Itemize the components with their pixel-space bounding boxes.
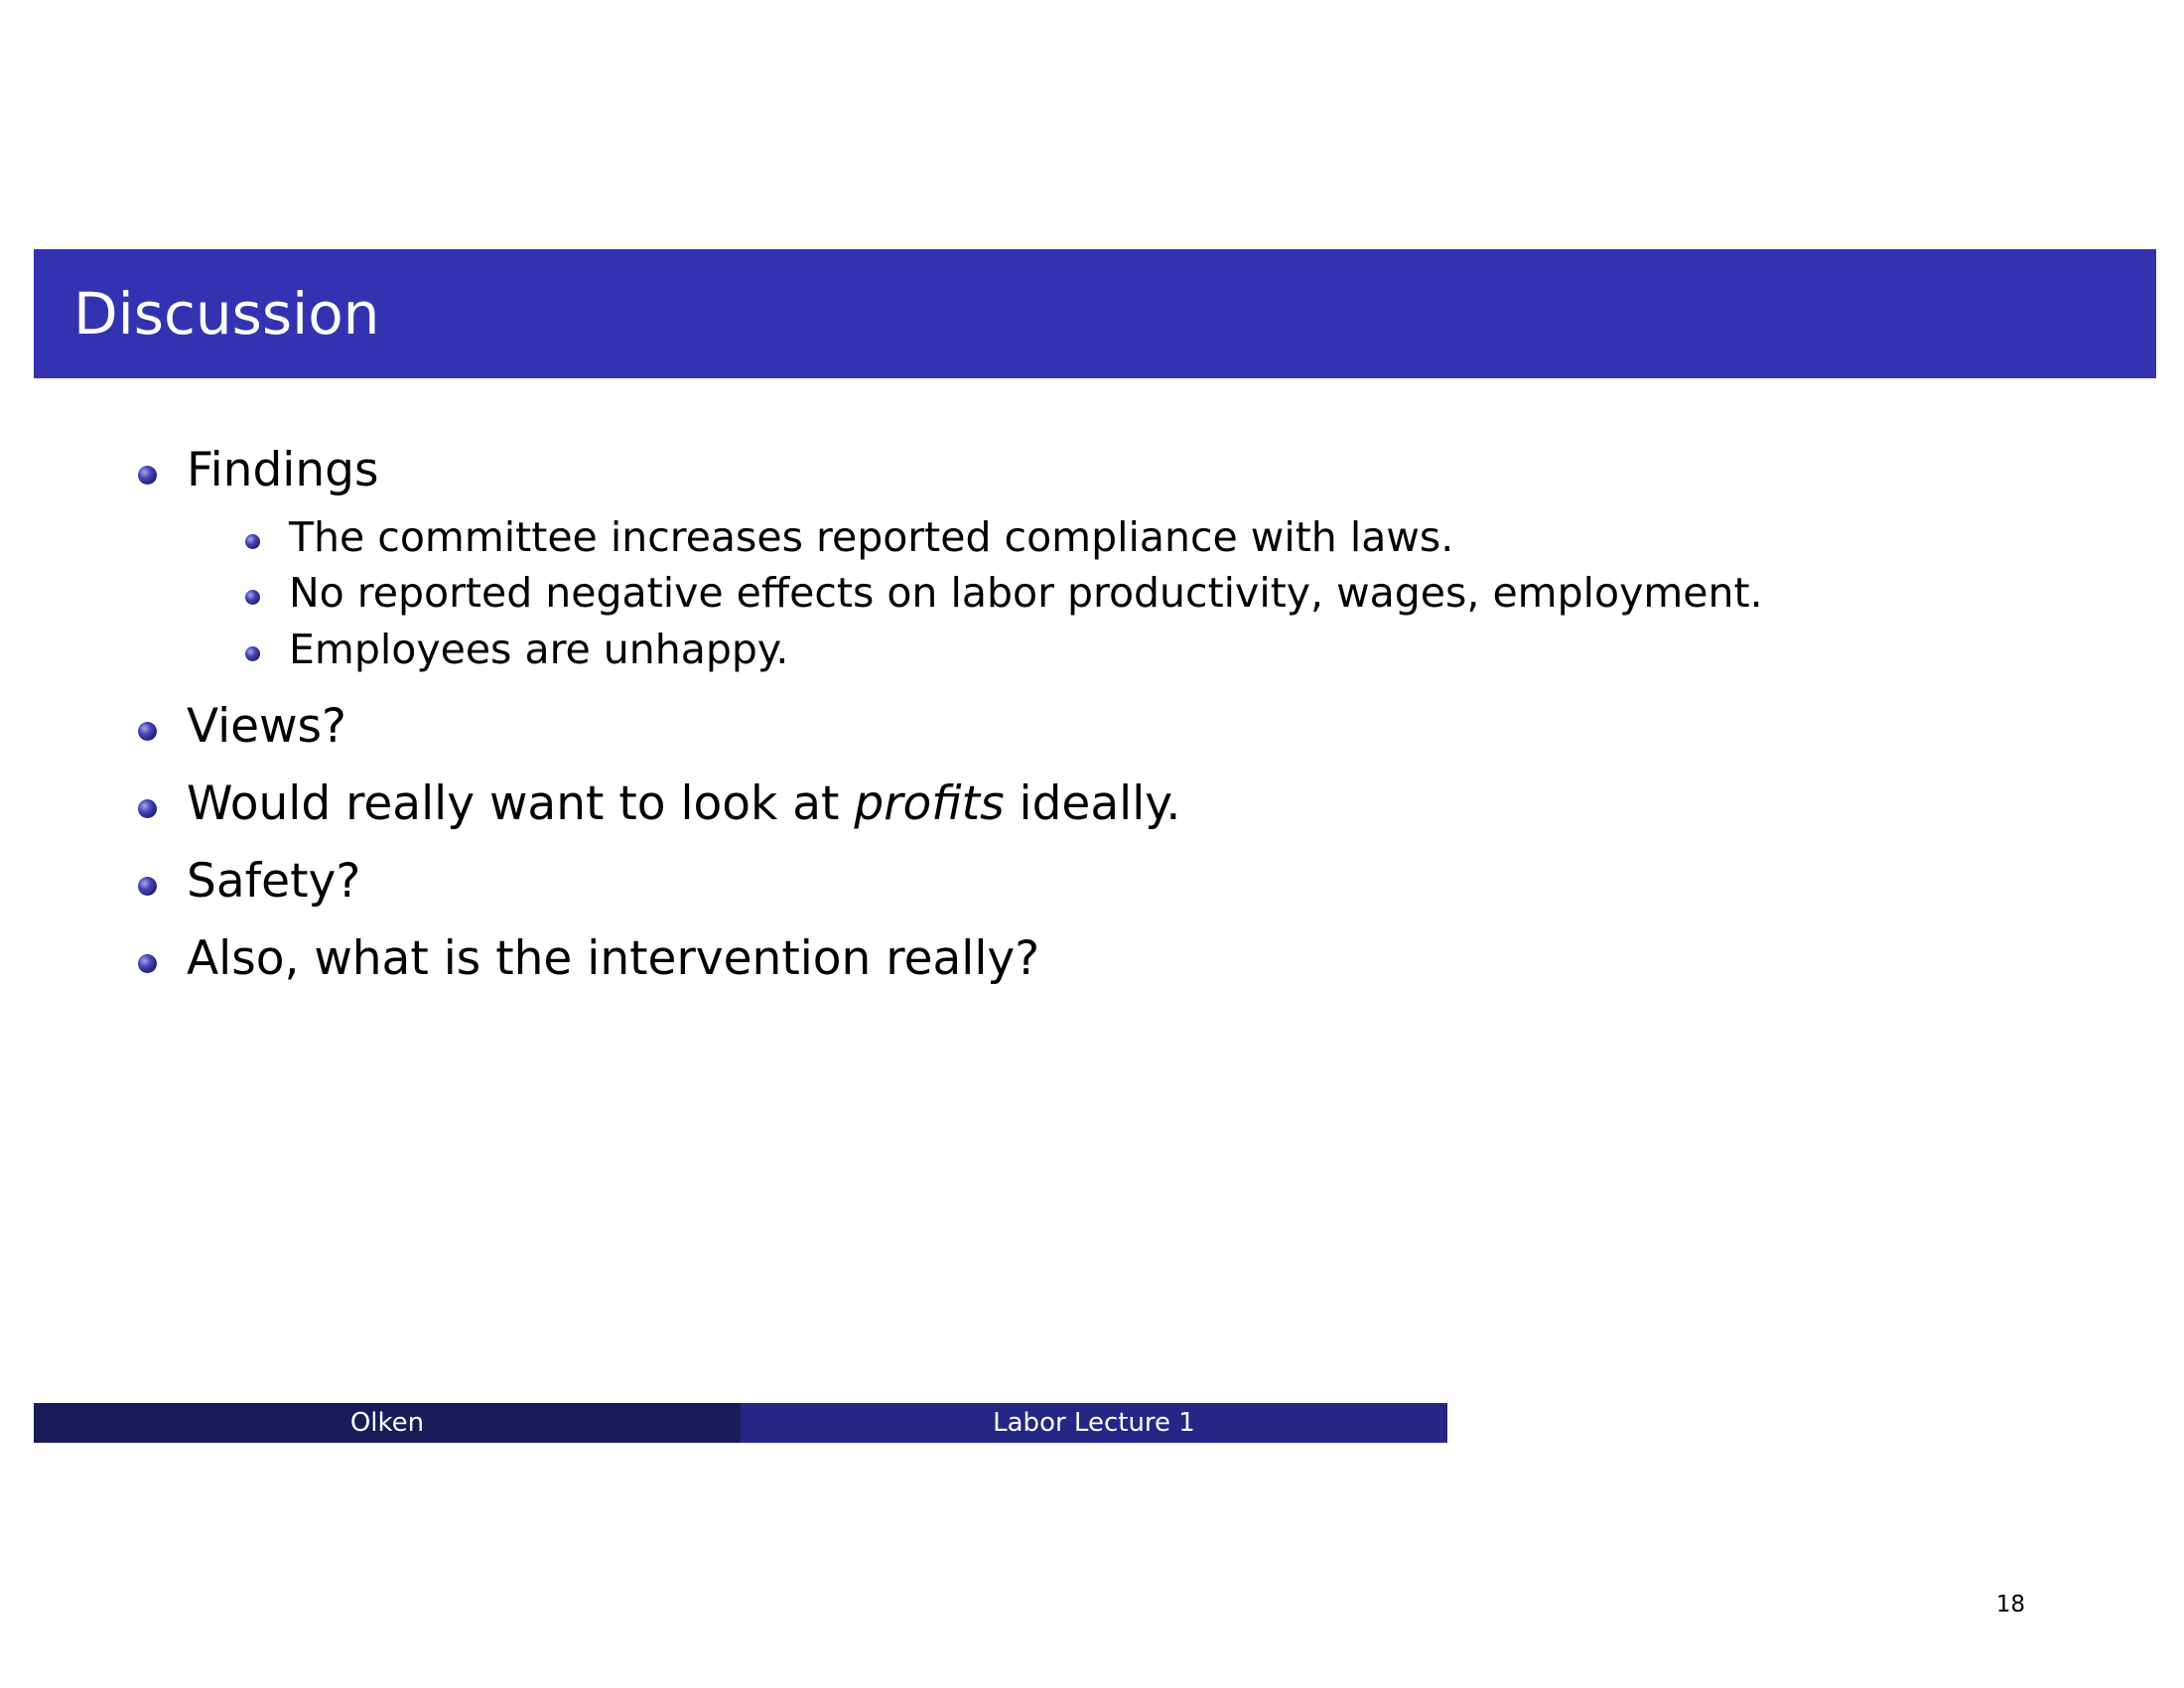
- slide-title-bar: [34, 249, 2156, 378]
- sub-bullet-icon: [245, 646, 260, 661]
- bullet-text: Views?: [187, 699, 346, 754]
- page-number: 18: [1995, 1592, 2025, 1618]
- sub-bullet-text: No reported negative effects on labor productivity, wages, employment.: [289, 569, 1763, 617]
- slide-title: Discussion: [73, 280, 380, 348]
- bullet-text-before: Would really want to look at: [187, 776, 855, 831]
- bullet-icon: [138, 466, 157, 485]
- footer-title: Labor Lecture 1: [741, 1403, 1447, 1443]
- bullet-icon: [138, 799, 157, 818]
- sub-bullet-icon: [245, 590, 260, 605]
- sub-bullet-icon: [245, 534, 260, 549]
- bullet-text: Safety?: [187, 854, 361, 909]
- bullet-text-after: ideally.: [1004, 776, 1181, 831]
- bullet-icon: [138, 954, 157, 973]
- sub-bullet-text: The committee increases reported compliance with laws.: [289, 513, 1454, 561]
- sub-bullet-text: Employees are unhappy.: [289, 626, 789, 673]
- bullet-text: Findings: [187, 443, 379, 497]
- bullet-text-emphasis: profits: [854, 776, 1005, 831]
- bullet-text: [187, 776, 1181, 831]
- bullet-icon: [138, 877, 157, 896]
- bullet-text: Also, what is the intervention really?: [187, 931, 1040, 986]
- bullet-icon: [138, 722, 157, 741]
- footer-author: Olken: [34, 1403, 741, 1443]
